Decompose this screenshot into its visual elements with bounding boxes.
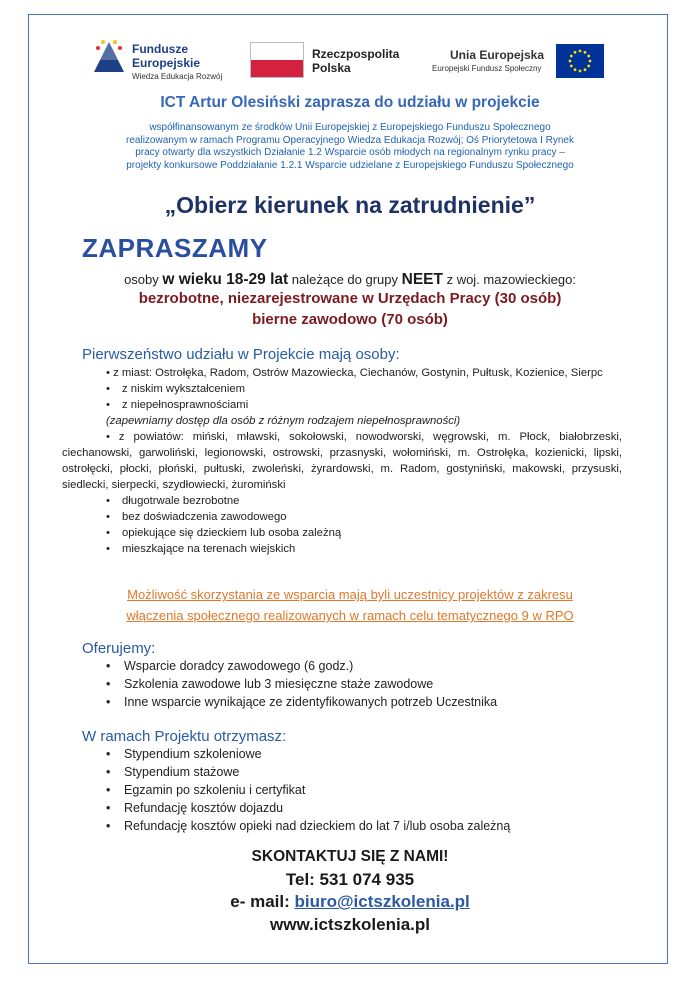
list-item: • mieszkające na terenach wiejskich [62,541,622,557]
list-item: • Stypendium stażowe [62,763,622,781]
list-item: • Refundację kosztów dojazdu [62,799,622,817]
invite-heading: ZAPRASZAMY [82,233,268,263]
fe-logo-line1: Fundusze [132,42,188,56]
list-item: • z miast: Ostrołęka, Radom, Ostrów Mazowiecka, Ciechanów, Gostynin, Pułtusk, Kozienice, Sierpc [62,365,622,381]
offer-title: Oferujemy: [82,640,156,657]
accessibility-note: (zapewniamy dostęp dla osób z różnym rodzajem niepełnosprawności) [106,415,461,427]
list-item: • Stypendium szkoleniowe [62,745,622,763]
list-item: • Wsparcie doradcy zawodowego (6 godz.) [62,657,622,675]
priority-title: Pierwszeństwo udziału w Projekcie mają osoby: [82,346,400,363]
list-item: • opiekujące się dzieckiem lub osoba zależną [62,525,622,541]
rzeczpospolita-logo [250,42,410,82]
ue-logo-line2: Europejski Fundusz Społeczny [432,64,542,73]
fe-logo-line2: Europejskie [132,56,201,70]
age-range: w wieku 18-29 lat [162,271,289,288]
rp-logo-line2: Polska [312,61,351,75]
fundusze-europejskie-logo [92,38,232,81]
phone-number: Tel: 531 074 935 [285,870,415,889]
ue-logo-line1: Unia Europejska [450,48,545,62]
rp-logo-line1: Rzeczpospolita [312,47,400,61]
fe-logo-line3: Wiedza Edukacja Rozwój [132,72,223,81]
priority-list [62,365,622,557]
fundusze-europejskie-icon [92,38,126,74]
invite-line: osoby w wieku 18-29 lat należące do grupy NEET z woj. mazowieckiego: [124,271,576,288]
unia-europejska-logo [428,44,608,84]
project-slogan: „Obierz kierunek na zatrudnienie” [164,192,536,218]
list-item: • z niepełnosprawnościami [62,397,622,413]
polish-flag-icon [250,42,304,78]
benefits-title: W ramach Projektu otrzymasz: [82,728,287,745]
contact-heading: SKONTAKTUJ SIĘ Z NAMI! [251,848,449,865]
logo-bar [0,26,700,90]
list-item: • Refundację kosztów opieki nad dzieckiem do lat 7 i/lub osoba zależną [62,817,622,835]
list-item: • bez doświadczenia zawodowego [62,509,622,525]
target-group-inactive: bierne zawodowo (70 osób) [252,311,448,328]
list-item: • z powiatów: miński, mławski, sokołowski, nowodworski, węgrowski, m. Płock, białobrzeski, ciechanowski, garwoliński, legionowski, ostrowski, przasnyski, wołomiński, m. Ostrołęka, kozienicki, lipski, ostrołęcki, płocki, płoński, pułtuski, zwoleński, żyrardowski, m. Radom, gostyniński, makowski, przysuski, siedlecki, sierpecki, szydłowiecki, żuromiński [62,429,622,493]
email-line: e- mail: biuro@ictszkolenia.pl [230,892,470,911]
list-item: • Inne wsparcie wynikające ze zidentyfikowanych potrzeb Uczestnika [62,693,622,711]
list-item: • długotrwale bezrobotne [62,493,622,509]
list-item: • z niskim wykształceniem [62,381,622,397]
target-group-unemployed: bezrobotne, niezarejestrowane w Urzędach Pracy (30 osób) [138,290,562,307]
project-funding-info: współfinansowanym ze środków Unii Europejskiej z Europejskiego Funduszu Społecznego realizowanym w ramach Programu Operacyjnego Wiedza Edukacja Rozwój; Oś Priorytetowa I Rynek pracy otwarty dla wszystkich Działanie 1.2 Wsparcie osób młodych na regionalnym rynku pracy – projekty konkursowe Poddziałanie 1.2.1 Wsparcie udzielane z Europejskiego Funduszu Społecznego [126,122,574,171]
list-item: • Egzamin po szkoleniu i certyfikat [62,781,622,799]
email-link[interactable]: biuro@ictszkolenia.pl [294,892,470,911]
eu-flag-icon [556,44,604,78]
list-item: • Szkolenia zawodowe lub 3 miesięczne staże zawodowe [62,675,622,693]
offer-list [62,657,622,711]
benefits-list [62,745,622,835]
website-link[interactable]: www.ictszkolenia.pl [270,915,430,934]
eligibility-notice: Możliwość skorzystania ze wsparcia mają byli uczestnicy projektów z zakresu włączenia społecznego realizowanych w ramach celu tematycznego 9 w RPO [126,587,574,623]
neet-label: NEET [401,271,443,288]
organizer-title: ICT Artur Olesiński zaprasza do udziału w projekcie [160,94,540,111]
